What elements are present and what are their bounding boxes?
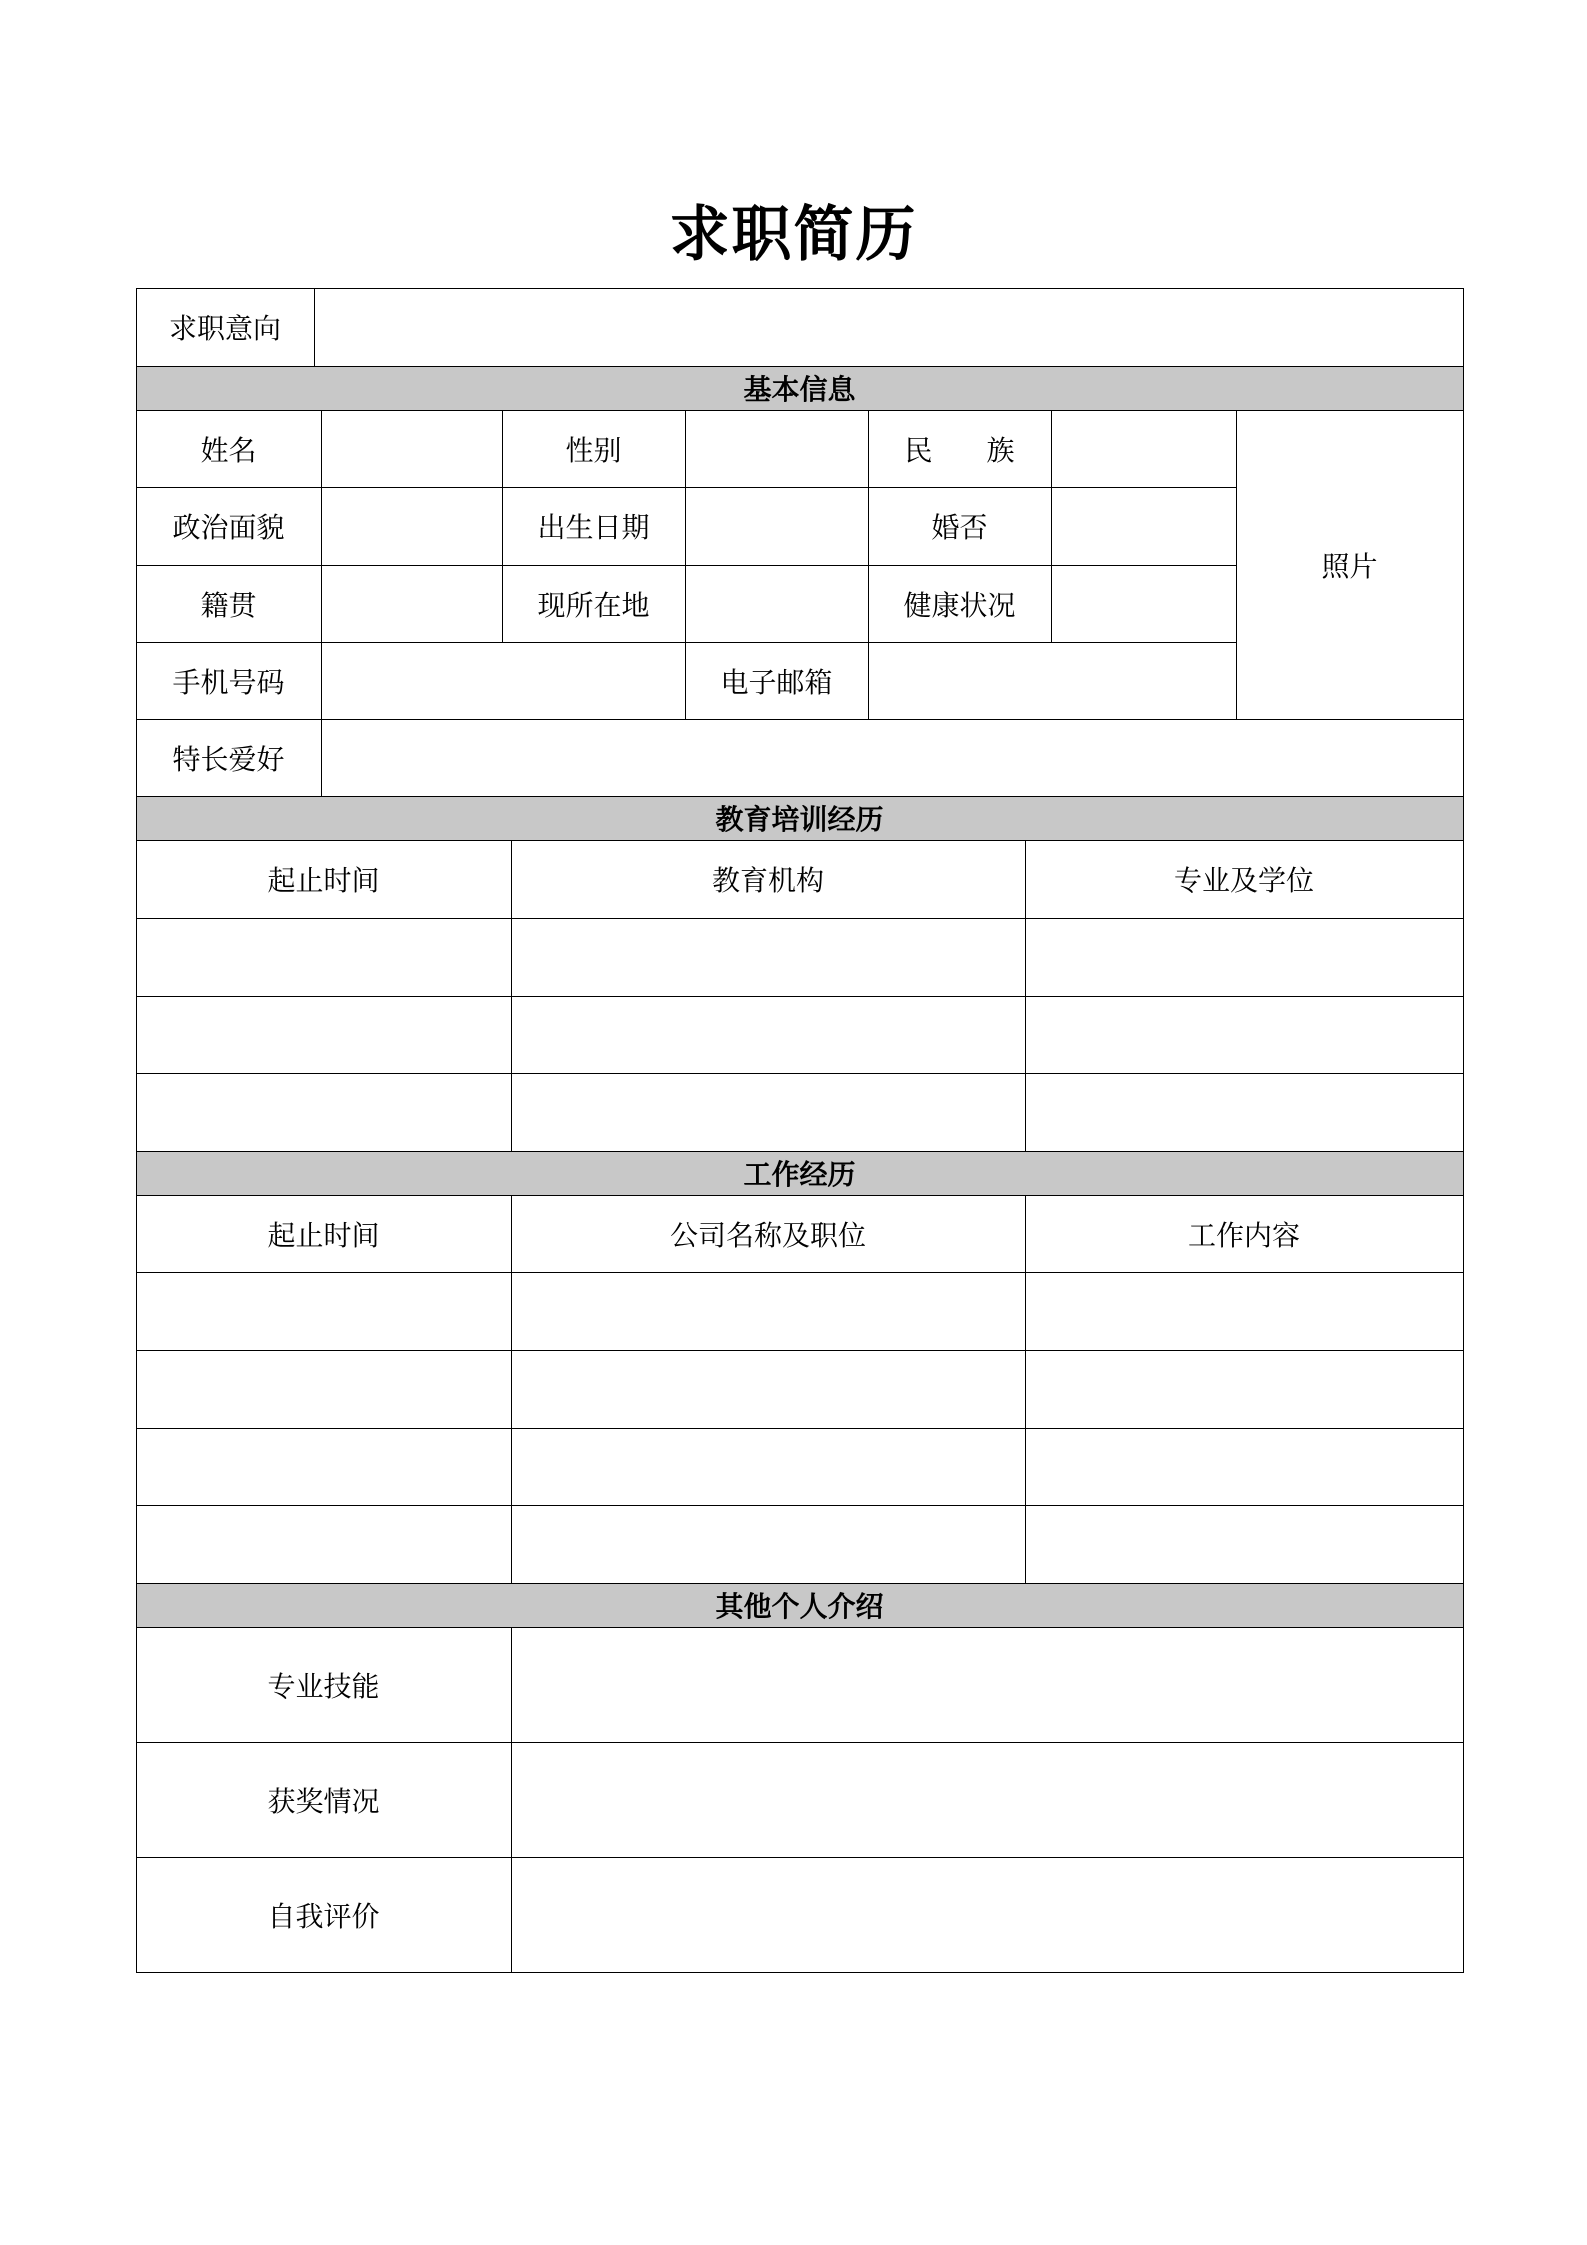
photo-area[interactable]: 照片	[1321, 549, 1378, 583]
name-label: 姓名	[200, 433, 257, 467]
residence-label: 现所在地	[537, 588, 650, 622]
name-field[interactable]	[321, 410, 502, 487]
work-cell[interactable]	[136, 1350, 511, 1428]
ethnic-label-part: 民	[904, 433, 933, 467]
edu-cell[interactable]	[136, 918, 511, 996]
phone-field[interactable]	[321, 642, 685, 719]
work-cell[interactable]	[136, 1505, 511, 1583]
hobbies-label: 特长爱好	[172, 742, 285, 776]
grid-line	[1463, 288, 1464, 1973]
ethnic-field[interactable]	[1051, 410, 1236, 487]
ethnic-label	[868, 410, 1051, 487]
edu-cell[interactable]	[136, 996, 511, 1073]
political-field[interactable]	[321, 487, 502, 565]
phone-label: 手机号码	[172, 665, 285, 699]
edu-cell[interactable]	[511, 918, 1025, 996]
grid-line	[136, 1151, 1463, 1152]
skills-field[interactable]	[511, 1627, 1463, 1742]
work-cell[interactable]	[136, 1272, 511, 1350]
section-basic-info: 基本信息	[136, 366, 1463, 410]
awards-label: 获奖情况	[267, 1784, 380, 1818]
page-title: 求职简历	[669, 200, 918, 270]
hobbies-field[interactable]	[321, 719, 1463, 796]
ethnic-label-part: 族	[986, 433, 1015, 467]
health-field[interactable]	[1051, 565, 1236, 642]
edu-cell[interactable]	[511, 1073, 1025, 1151]
work-cell[interactable]	[511, 1505, 1025, 1583]
work-cell[interactable]	[1025, 1505, 1463, 1583]
edu-col-major: 专业及学位	[1173, 864, 1314, 897]
awards-field[interactable]	[511, 1742, 1463, 1857]
work-cell[interactable]	[136, 1428, 511, 1505]
work-col-content: 工作内容	[1187, 1218, 1300, 1252]
work-cell[interactable]	[511, 1350, 1025, 1428]
intent-field[interactable]	[314, 288, 1463, 366]
edu-col-institution: 教育机构	[711, 864, 824, 897]
section-education: 教育培训经历	[136, 796, 1463, 840]
gender-field[interactable]	[685, 410, 868, 487]
work-cell[interactable]	[1025, 1350, 1463, 1428]
birth-label: 出生日期	[537, 511, 650, 544]
edu-cell[interactable]	[511, 996, 1025, 1073]
residence-field[interactable]	[685, 565, 868, 642]
email-field[interactable]	[868, 642, 1236, 719]
email-label: 电子邮箱	[720, 665, 833, 699]
section-other: 其他个人介绍	[136, 1583, 1463, 1627]
marital-field[interactable]	[1051, 487, 1236, 565]
native-field[interactable]	[321, 565, 502, 642]
skills-label: 专业技能	[267, 1669, 380, 1703]
edu-col-period: 起止时间	[267, 864, 380, 897]
birth-field[interactable]	[685, 487, 868, 565]
political-label: 政治面貌	[172, 511, 285, 544]
intent-label: 求职意向	[169, 312, 282, 345]
section-work: 工作经历	[136, 1151, 1463, 1195]
work-cell[interactable]	[511, 1272, 1025, 1350]
marital-label: 婚否	[931, 511, 988, 544]
grid-line	[136, 1583, 1463, 1584]
work-cell[interactable]	[1025, 1272, 1463, 1350]
grid-line	[136, 366, 1463, 367]
edu-cell[interactable]	[136, 1073, 511, 1151]
edu-cell[interactable]	[1025, 1073, 1463, 1151]
work-col-company: 公司名称及职位	[669, 1218, 866, 1252]
gender-label: 性别	[565, 433, 622, 467]
edu-cell[interactable]	[1025, 996, 1463, 1073]
self-eval-field[interactable]	[511, 1857, 1463, 1972]
grid-line	[136, 796, 1463, 797]
work-cell[interactable]	[1025, 1428, 1463, 1505]
grid-line	[136, 1972, 1464, 1973]
work-cell[interactable]	[511, 1428, 1025, 1505]
edu-cell[interactable]	[1025, 918, 1463, 996]
health-label: 健康状况	[903, 588, 1016, 622]
work-col-period: 起止时间	[267, 1218, 380, 1252]
native-label: 籍贯	[200, 588, 257, 622]
self-eval-label: 自我评价	[267, 1899, 380, 1933]
